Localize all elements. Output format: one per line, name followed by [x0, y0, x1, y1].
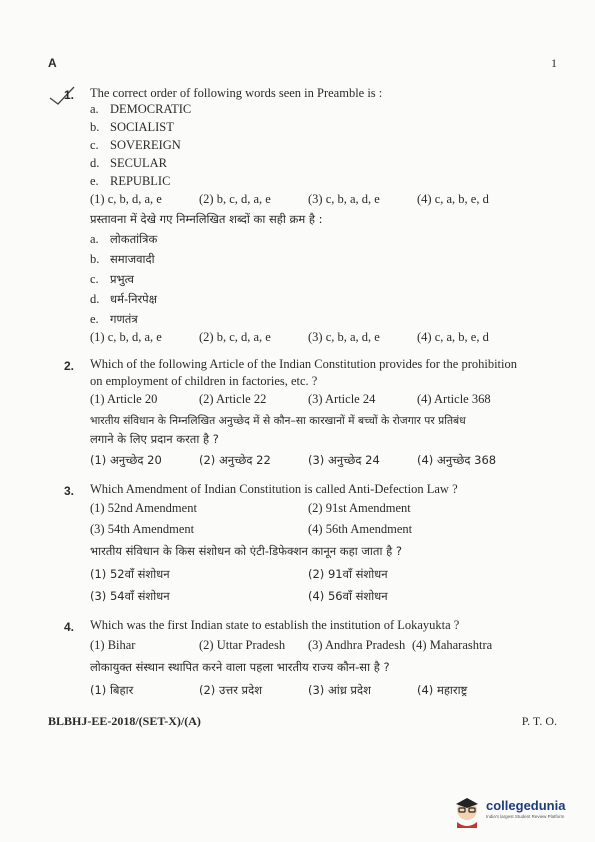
page-number: 1 [551, 56, 557, 70]
q3-english-text: Which Amendment of Indian Constitution is called Anti-Defection Law ? [90, 482, 458, 496]
q4-hi-option-1: (1) बिहार [90, 683, 134, 697]
q1-hi-item: b. समाजवादी [90, 252, 155, 266]
q1-hi-item: c. प्रभुत्व [90, 272, 135, 286]
q1-en-option-4: (4) c, a, b, e, d [417, 192, 489, 206]
q3-hi-option-4: (4) 56वाँ संशोधन [308, 589, 388, 603]
q3-en-option-1: (1) 52nd Amendment [90, 501, 197, 515]
q1-english-text: The correct order of following words seen in Preamble is : [90, 86, 383, 100]
q1-hindi-text: प्रस्तावना में देखे गए निम्नलिखित शब्दों का सही क्रम है : [90, 212, 323, 226]
q1-en-item: a. DEMOCRATIC [90, 102, 192, 116]
q3-hi-option-2: (2) 91वाँ संशोधन [308, 567, 388, 581]
q3-en-option-2: (2) 91st Amendment [308, 501, 411, 515]
collegedunia-logo [452, 796, 566, 830]
q1-en-item: c. SOVEREIGN [90, 138, 181, 152]
q4-hi-option-2: (2) उत्तर प्रदेश [199, 683, 263, 697]
q1-hi-item: a. लोकतांत्रिक [90, 232, 158, 246]
q2-hi-option-4: (4) अनुच्छेद 368 [417, 453, 497, 467]
q2-number: 2. [64, 359, 75, 373]
q1-hi-option-3: (3) c, b, a, d, e [308, 330, 380, 344]
q1-en-option-1: (1) c, b, d, a, e [90, 192, 162, 206]
q3-hindi-text: भारतीय संविधान के किस संशोधन को एंटी-डिफेक्शन कानून कहा जाता है ? [90, 544, 402, 558]
q1-en-item: d. SECULAR [90, 156, 167, 170]
q1-en-item: b. SOCIALIST [90, 120, 174, 134]
q1-hi-option-4: (4) c, a, b, e, d [417, 330, 489, 344]
q4-en-option-4: (4) Maharashtra [412, 638, 493, 652]
q1-hi-item: d. धर्म-निरपेक्ष [90, 292, 157, 306]
q4-hi-option-4: (4) महाराष्ट्र [417, 683, 468, 697]
q2-hi-option-1: (1) अनुच्छेद 20 [90, 453, 162, 467]
q1-en-item: e. REPUBLIC [90, 174, 171, 188]
q4-en-option-3: (3) Andhra Pradesh [308, 638, 406, 652]
q1-en-option-2: (2) b, c, d, a, e [199, 192, 271, 206]
q1-en-option-3: (3) c, b, a, d, e [308, 192, 380, 206]
q3-en-option-4: (4) 56th Amendment [308, 522, 413, 536]
q1-hi-option-1: (1) c, b, d, a, e [90, 330, 162, 344]
logo-name: collegedunia [486, 798, 566, 813]
q3-hi-option-3: (3) 54वाँ संशोधन [90, 589, 170, 603]
q1-hi-item: e. गणतंत्र [90, 312, 138, 326]
q2-en-option-1: (1) Article 20 [90, 392, 158, 406]
student-mascot-icon [452, 796, 482, 828]
paper-code: BLBHJ-EE-2018/(SET-X)/(A) [48, 714, 201, 728]
q3-hi-option-1: (1) 52वाँ संशोधन [90, 567, 170, 581]
pto-label: P. T. O. [521, 714, 557, 728]
q1-number: 1. [64, 88, 75, 102]
set-code: A [48, 56, 57, 70]
q3-en-option-3: (3) 54th Amendment [90, 522, 195, 536]
q4-en-option-1: (1) Bihar [90, 638, 136, 652]
q2-english-line-2: on employment of children in factories, etc. ? [90, 374, 318, 388]
q4-hindi-text: लोकायुक्त संस्थान स्थापित करने वाला पहला भारतीय राज्य कौन-सा है ? [90, 660, 390, 674]
q2-en-option-3: (3) Article 24 [308, 392, 376, 406]
q3-number: 3. [64, 484, 75, 498]
q2-hi-option-3: (3) अनुच्छेद 24 [308, 453, 380, 467]
q4-en-option-2: (2) Uttar Pradesh [199, 638, 286, 652]
q4-hi-option-3: (3) आंध्र प्रदेश [308, 683, 371, 697]
q2-hi-option-2: (2) अनुच्छेद 22 [199, 453, 271, 467]
q2-english-line-1: Which of the following Article of the Indian Constitution provides for the prohibition [90, 357, 518, 371]
q2-en-option-4: (4) Article 368 [417, 392, 491, 406]
q2-en-option-2: (2) Article 22 [199, 392, 267, 406]
q4-english-text: Which was the first Indian state to establish the institution of Lokayukta ? [90, 618, 460, 632]
q1-hi-option-2: (2) b, c, d, a, e [199, 330, 271, 344]
logo-tagline: India's largest Student Review Platform [486, 814, 565, 819]
q2-hindi-line-1: भारतीय संविधान के निम्नलिखित अनुच्छेद में से कौन–सा कारखानों में बच्चों के रोजगार पर प्रतिबंध [90, 414, 466, 427]
q4-number: 4. [64, 620, 75, 634]
q2-hindi-line-2: लगाने के लिए प्रदान करता है ? [90, 432, 219, 446]
